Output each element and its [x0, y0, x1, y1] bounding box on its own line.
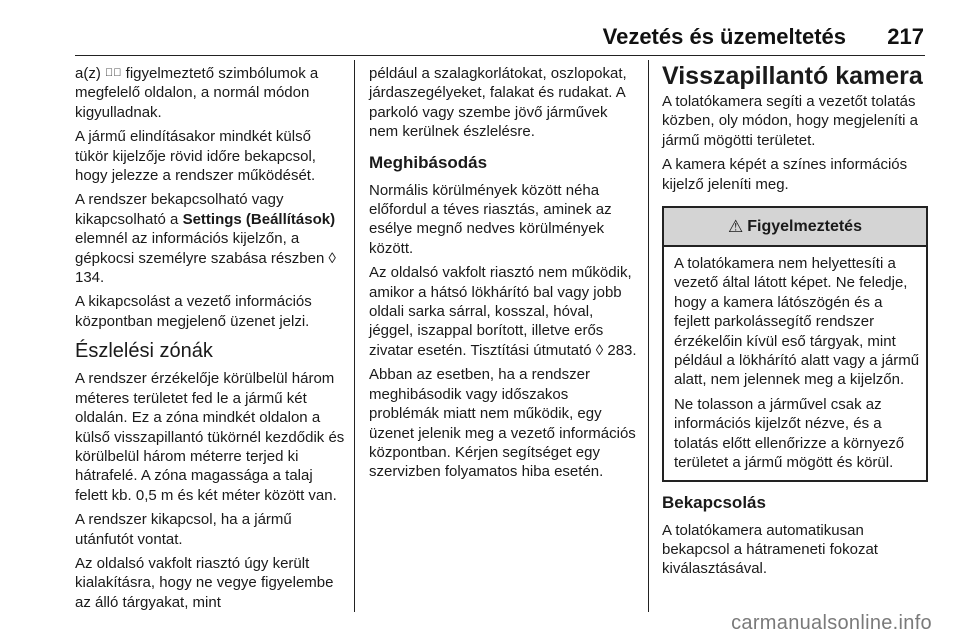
paragraph: A tolatókamera automatikusan bekapcsol a hátrameneti fokozat kiválasztásával. [662, 521, 878, 578]
header-rule [75, 55, 925, 56]
column-2 [369, 64, 639, 487]
paragraph: a(z) ⇗⃞ figyelmeztető szimbólumok a megfelelő oldalon, a normál módon kigyulladnak. [75, 65, 319, 121]
side-blind-spot-warning-icon: ⇗⃞ [105, 67, 122, 79]
page-number: 217 [887, 24, 924, 49]
column-divider-2 [648, 60, 649, 612]
paragraph: például a szalagkorlátokat, oszlopokat, járdaszegélyeket, falakat és rudakat. A parkoló vagy szembe jövő járművek nem kerülnek észlelésre. [369, 65, 627, 141]
page-reference-arrow-icon: ◊ [328, 249, 336, 267]
page-reference: 134. [75, 269, 105, 287]
paragraph: A rendszer érzékelője körülbelül három méteres területet fed le a jármű két oldalán. Ez a zóna mindkét oldalon a külső visszapillantó tükörnél kezdődik és körülbelül három méterre terjed ki hátrafelé. A zóna magassága a talaj felett kb. 0,5 m és két méter között van. [75, 370, 345, 504]
paragraph: Abban az esetben, ha a rendszer meghibásodik vagy időszakos problémák miatt nem működik, egy üzenet jelenik meg a vezető információs központban. Kérjen segítséget egy szervizben folyamatos hiba esetén. [369, 366, 636, 481]
paragraph: A tolatókamera segíti a vezetőt tolatás közben, oly módon, hogy megjeleníti a jármű mögötti területet. [662, 93, 918, 149]
watermark: carmanualsonline.info [731, 612, 932, 634]
settings-menu-reference: Settings (Beállítások) [182, 210, 336, 228]
section-heading: Észlelési zónák [75, 340, 213, 363]
paragraph: Az oldalsó vakfolt riasztó nem működik, amikor a hátsó lökhárító bal vagy jobb oldali sarka sárral, kosszal, hóval, jéggel, iszappal borított, illetve erős zivatar esetén. Tisztítási útmutató ◊ 283. [369, 264, 637, 359]
section-heading: Meghibásodás [369, 152, 488, 172]
section-heading: Bekapcsolás [662, 492, 766, 512]
column-3 [662, 64, 928, 584]
paragraph: A kamera képét a színes információs kijelző jeleníti meg. [662, 156, 908, 193]
paragraph: Az oldalsó vakfolt riasztó úgy került kialakításra, hogy ne vegye figyelembe az álló tárgyakat, mint [75, 554, 334, 611]
page-reference-arrow-icon: ◊ [595, 341, 604, 359]
paragraph: A rendszer bekapcsolható vagy kikapcsolható a Settings (Beállítások) elemnél az információs kijelzőn, a gépkocsi személyre szabása részben ◊ 134. [75, 191, 336, 287]
warning-header [664, 208, 926, 247]
section-title: Vezetés és üzemeltetés [602, 24, 846, 49]
paragraph: A rendszer kikapcsol, ha a jármű utánfutót vontat. [75, 511, 292, 548]
paragraph: A jármű elindításakor mindkét külső tükör kijelzője rövid időre bekapcsol, hogy jelezze a rendszer működését. [75, 128, 316, 185]
paragraph: A tolatókamera nem helyettesíti a vezető által látott képet. Ne feledje, hogy a kamera látószögén és a fejlett parkolássegítő rendszer érzékelőin kívül eső tárgyak, mint például a lökhárító alatt vagy a jármű alatt, nem jelennek meg a kijelzőn. [674, 255, 920, 389]
paragraph: A kikapcsolást a vezető információs központban megjelenő üzenet jelzi. [75, 293, 312, 330]
warning-box [662, 206, 928, 481]
paragraph: Normális körülmények között néha előfordul a téves riasztás, aminek az esélye megnő nedves körülmények között. [369, 181, 612, 257]
column-divider-1 [354, 60, 355, 612]
warning-body [664, 247, 926, 479]
warning-title: Figyelmeztetés [747, 217, 862, 235]
page-header [0, 0, 960, 52]
column-1 [75, 64, 347, 617]
section-heading: Visszapillantó kamera [662, 62, 923, 90]
warning-triangle-icon: ⚠ [728, 216, 744, 236]
paragraph: Ne tolasson a járművel csak az információs kijelzőt nézve, és a tolatás előtt ellenőrizze a környező területet a jármű mögött és körül. [674, 395, 905, 472]
page-reference: 283. [603, 341, 637, 359]
